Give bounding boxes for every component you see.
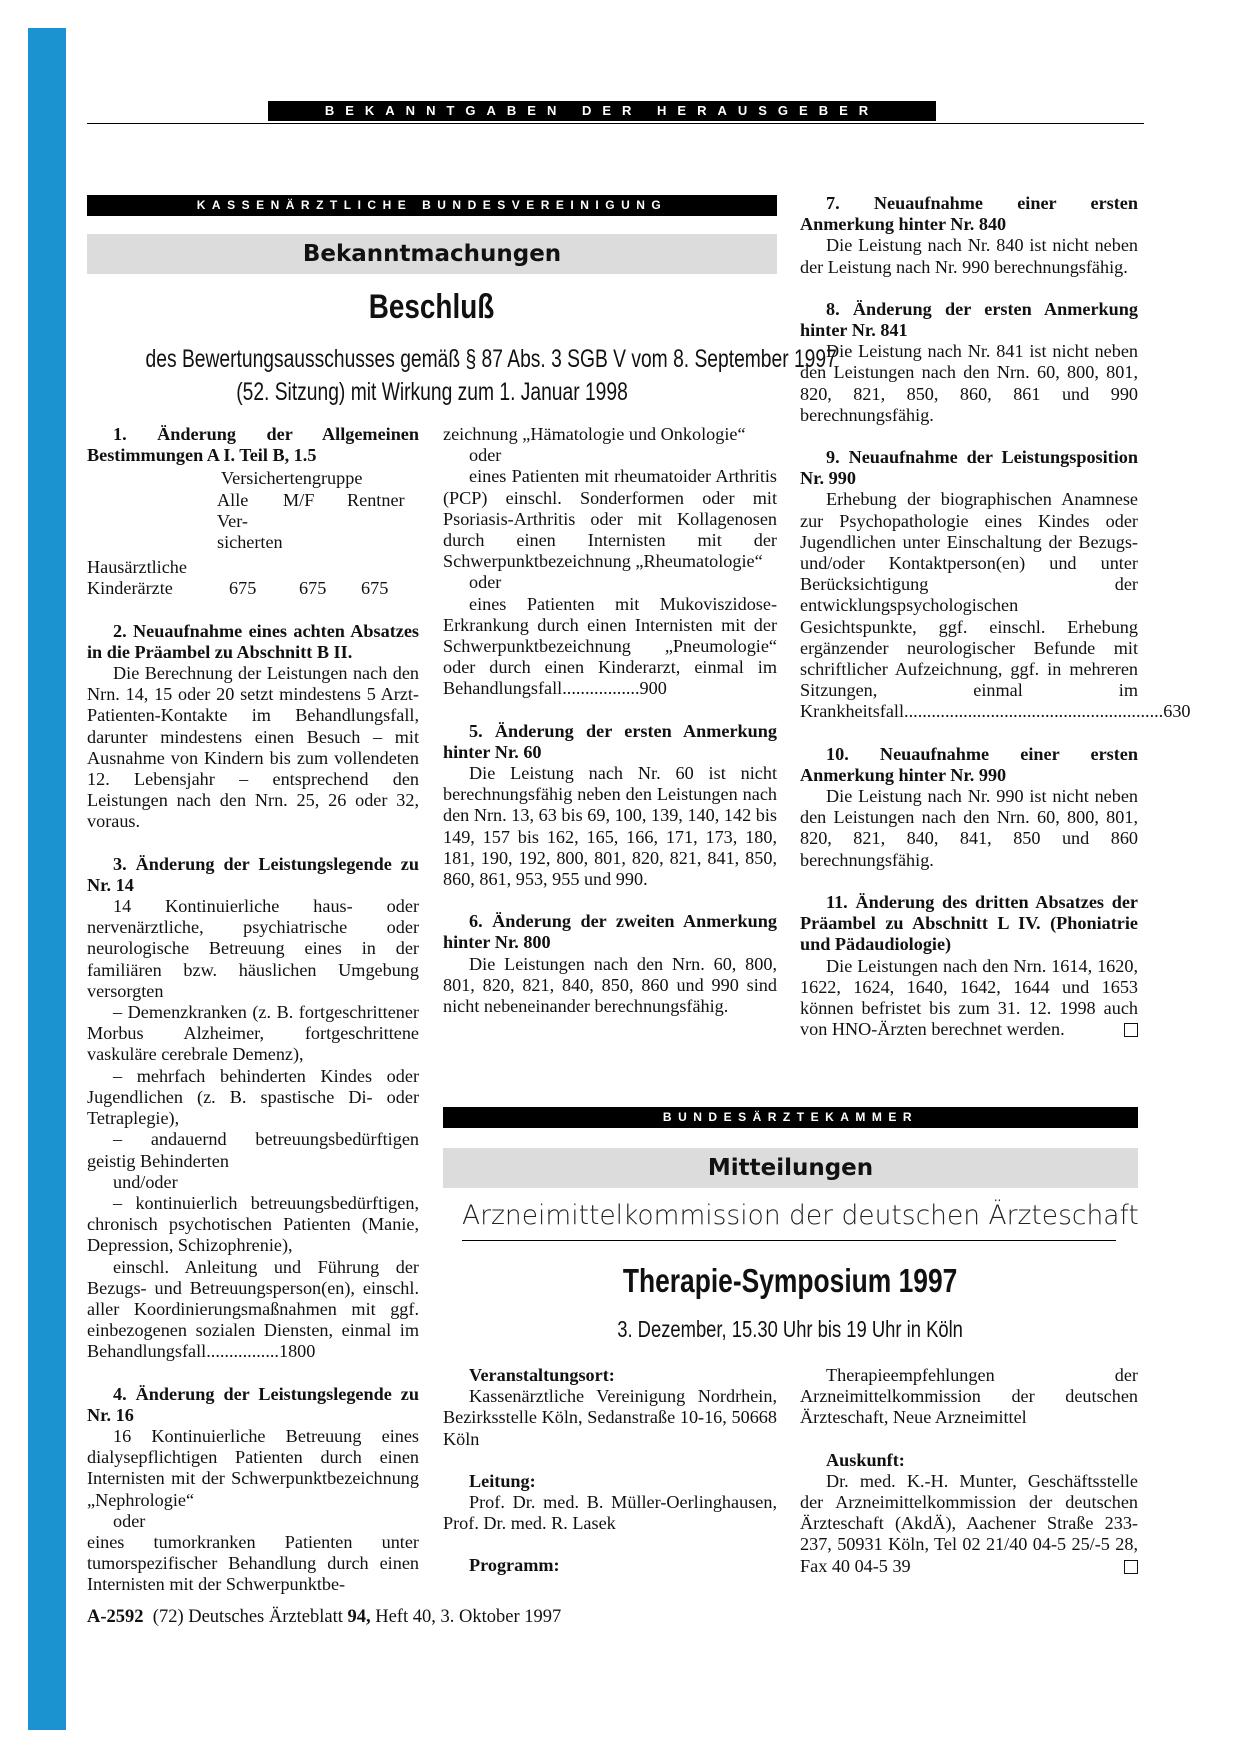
table-row-label-1: Hausärztliche [87, 557, 187, 578]
auskunft-text: Dr. med. K.-H. Munter, Geschäftsstelle der Arzneimittelkommission der deutschen Ärzteschaft (AkdÄ), Aachener Straße 233-237, 50931 Köln, Tel 02 21/40 04-5 25/-5 28, Fax 40 04-5 39 [800, 1470, 1138, 1576]
heading-1: 1. Änderung der Allgemeinen Bestimmungen A I. Teil B, 1.5 [87, 424, 419, 466]
paragraph: Die Leistung nach Nr. 990 ist nicht neben den Leistungen nach den Nrn. 60, 800, 801, 820, 821, 840, 841, 850 und 860 berechnungsfähig. [800, 786, 1138, 870]
subline-1: des Bewertungsausschusses gemäß § 87 Abs. 3 SGB V vom 8. September 1997 [145, 345, 837, 373]
table-group-header: Versichertengruppe [221, 468, 363, 489]
paragraph: einschl. Anleitung und Führung der Bezugs- und Betreuungsperson(en), einschl. aller Koordinierungsmaßnahmen mit ggf. einbezogenen sozialen Diensten, einmal im Behandlungsfall................1800 [87, 1256, 419, 1362]
page-footer [87, 1607, 561, 1628]
issue-date: Heft 40, 3. Oktober 1997 [375, 1607, 562, 1627]
paragraph: – mehrfach behinderten Kindes oder Jugendlichen (z. B. spastische Di- oder Tetraplegie), [87, 1065, 419, 1129]
journal-name: (72) Deutsches Ärzteblatt [152, 1607, 343, 1627]
paragraph: 14 Kontinuierliche haus- oder nervenärztliche, psychiatrische oder neurologische Betreuung eines in der familiären bzw. häuslichen Umgebung versorgten [87, 896, 419, 1001]
paragraph: eines Patienten mit rheumatoider Arthritis (PCP) einschl. Sonderformen oder mit Psoriasis-Arthritis oder mit Kollagenosen durch einen Internisten mit der Schwerpunktbezeichnung „Rheumatologie“ [443, 466, 777, 572]
heading-11: 11. Änderung des dritten Absatzes der Präambel zu Abschnitt L IV. (Phoniatrie und Pädaudiologie) [800, 891, 1138, 955]
volume: 94, [347, 1607, 371, 1627]
table-cell: 675 [229, 578, 257, 599]
paragraph: Die Berechnung der Leistungen nach den Nrn. 14, 15 oder 20 setzt mindestens 5 Arzt-Patienten-Kontakte im Behandlungsfall, darunter mindestens einen Besuch – mit Ausnahme von Kindern bis zum vollendeten 12. Lebensjahr – entsprechend den Leistungen nach den Nrn. 25, 26 oder 32, voraus. [87, 663, 419, 832]
ort-heading: Veranstaltungsort: [469, 1365, 615, 1385]
paragraph: 16 Kontinuierliche Betreuung eines dialysepflichtigen Patienten durch einen Internisten mit der Schwerpunktbezeichnung „Nephrologie“ [87, 1425, 419, 1510]
paragraph: eines Patienten mit Mukoviszidose-Erkrankung durch einen Internisten mit der Schwerpunktbezeichnung „Pneumologie“ oder durch einen Kinderarzt, einmal im Behandlungsfall.................900 [443, 593, 777, 699]
leader-dots: ................. [562, 678, 640, 699]
fee-number: 630 [1163, 701, 1191, 722]
programm-heading: Programm: [469, 1555, 560, 1576]
paragraph: – andauernd betreuungsbedürftigen geistig Behinderten [87, 1129, 419, 1171]
table-cell: 675 [299, 578, 327, 599]
baek-label: BUNDESÄRZTEKAMMER [443, 1107, 1138, 1128]
fee-number: 900 [639, 678, 667, 699]
leader-dots: ......................................................... [904, 701, 1164, 722]
paragraph: eines tumorkranken Patienten unter tumorspezifischer Behandlung durch einen Internisten mit der Schwerpunktbe- [87, 1531, 419, 1595]
column-1 [87, 424, 419, 1596]
table-col-c: Rentner [347, 489, 405, 510]
auskunft-heading: Auskunft: [826, 1449, 905, 1470]
paragraph: oder [113, 1510, 146, 1531]
paragraph: Die Leistungen nach den Nrn. 1614, 1620, 1622, 1624, 1640, 1642, 1644 und 1653 können befristet bis zum 31. 12. 1998 auch von HNO-Ärzten berechnet werden. [800, 955, 1138, 1040]
paragraph: und/oder [113, 1171, 178, 1192]
paragraph: zeichnung „Hämatologie und Onkologie“ [443, 424, 746, 444]
heading-9: 9. Neuaufnahme der Leistungsposition Nr. 990 [800, 447, 1138, 489]
heading-2: 2. Neuaufnahme eines achten Absatzes in die Präambel zu Abschnitt B II. [87, 620, 419, 662]
page-number: A-2592 [87, 1607, 144, 1627]
heading-7: 7. Neuaufnahme einer ersten Anmerkung hinter Nr. 840 [800, 193, 1138, 235]
paragraph: oder [469, 572, 502, 593]
paragraph: – kontinuierlich betreuungsbedürftigen, chronisch psychotischen Patienten (Manie, Depression, Schizophrenie), [87, 1192, 419, 1256]
paragraph: Erhebung der biographischen Anamnese zur Psychopathologie eines Kindes oder Jugendlichen unter Einschaltung der Bezugs- und/oder Kontaktperson(en) und unter Berücksichtigung der entwicklungspsychologischen Gesichtspunkte, ggf. einschl. Erhebung ergänzender neurologischer Befunde mit schriftlicher Aufzeichnung, ggf. in mehreren Sitzungen, einmal im Krankheitsfall.........................................................630 [800, 489, 1191, 722]
event-col-right [800, 1365, 1138, 1577]
heading-5: 5. Änderung der ersten Anmerkung hinter Nr. 60 [443, 720, 777, 762]
event-col-left [443, 1365, 777, 1577]
paragraph: Die Leistungen nach den Nrn. 60, 800, 801, 820, 821, 840, 850, 860 und 990 sind nicht nebeneinander berechnungsfähig. [443, 953, 777, 1017]
end-mark-icon [1124, 1560, 1138, 1574]
kbv-label: KASSENÄRZTLICHE BUNDESVEREINIGUNG [87, 195, 777, 216]
left-color-bar [28, 28, 66, 1730]
table-col-b: M/F [283, 489, 315, 510]
heading-6: 6. Änderung der zweiten Anmerkung hinter Nr. 800 [443, 911, 777, 953]
table-row [87, 578, 419, 599]
symposium-subline: 3. Dezember, 15.30 Uhr bis 19 Uhr in Köln [617, 1316, 964, 1342]
leader-dots: ................ [206, 1341, 279, 1362]
fee-number: 1800 [278, 1341, 316, 1362]
table-row-label-2: Kinderärzte [87, 578, 173, 599]
fee-table [87, 468, 419, 599]
paragraph: – Demenzkranken (z. B. fortgeschrittener Morbus Alzheimer, fortgeschrittene vaskuläre cerebrale Demenz), [87, 1002, 419, 1065]
heading-4: 4. Änderung der Leistungslegende zu Nr. 16 [87, 1383, 419, 1425]
table-cell: 675 [361, 578, 389, 599]
subline-2: (52. Sitzung) mit Wirkung zum 1. Januar 1998 [236, 378, 628, 406]
paragraph: Die Leistung nach Nr. 841 ist nicht neben den Leistungen nach den Nrn. 60, 800, 801, 820, 821, 850, 860, 861 und 990 berechnungsfähig. [800, 341, 1138, 425]
heading-10: 10. Neuaufnahme einer ersten Anmerkung hinter Nr. 990 [800, 743, 1138, 785]
programm-text: Therapieempfehlungen der Arzneimittelkommission der deutschen Ärzteschaft, Neue Arzneimittel [800, 1365, 1138, 1428]
mitteilungen-title: Mitteilungen [443, 1148, 1138, 1188]
heading-8: 8. Änderung der ersten Anmerkung hinter Nr. 841 [800, 298, 1138, 341]
org-rule [462, 1240, 1116, 1241]
ort-text: Kassenärztliche Vereinigung Nordrhein, Bezirksstelle Köln, Sedanstraße 10-16, 50668 Köln [443, 1386, 777, 1449]
akdae-org: Arzneimittelkommission der deutschen Ärzteschaft [462, 1200, 1139, 1231]
paragraph: Die Leistung nach Nr. 60 ist nicht berechnungsfähig neben den Leistungen nach den Nrn. 13, 63 bis 69, 100, 139, 140, 142 bis 149, 157 bis 162, 165, 166, 171, 173, 180, 181, 190, 192, 800, 801, 820, 821, 841, 850, 860, 861, 953, 955 und 990. [443, 763, 777, 890]
leitung-heading: Leitung: [469, 1470, 536, 1491]
beschluss-subline [60, 343, 837, 409]
end-mark-icon [1124, 1023, 1138, 1037]
leitung-text: Prof. Dr. med. B. Müller-Oerlinghausen, Prof. Dr. med. R. Lasek [443, 1492, 777, 1534]
header-rule [87, 123, 1144, 124]
header-label: BEKANNTGABEN DER HERAUSGEBER [268, 101, 936, 121]
column-2 [443, 424, 777, 1017]
column-3 [800, 193, 1191, 1040]
bekanntmachungen-title: Bekanntmachungen [87, 234, 777, 274]
paragraph: Die Leistung nach Nr. 840 ist nicht neben der Leistung nach Nr. 990 berechnungsfähig. [800, 235, 1138, 277]
symposium-headline: Therapie-Symposium 1997 [623, 1262, 958, 1299]
beschluss-headline: Beschluß [369, 288, 495, 326]
paragraph: oder [469, 445, 502, 466]
heading-3: 3. Änderung der Leistungslegende zu Nr. 14 [87, 853, 419, 895]
table-col-a: Alle Ver-sicherten [217, 489, 283, 553]
